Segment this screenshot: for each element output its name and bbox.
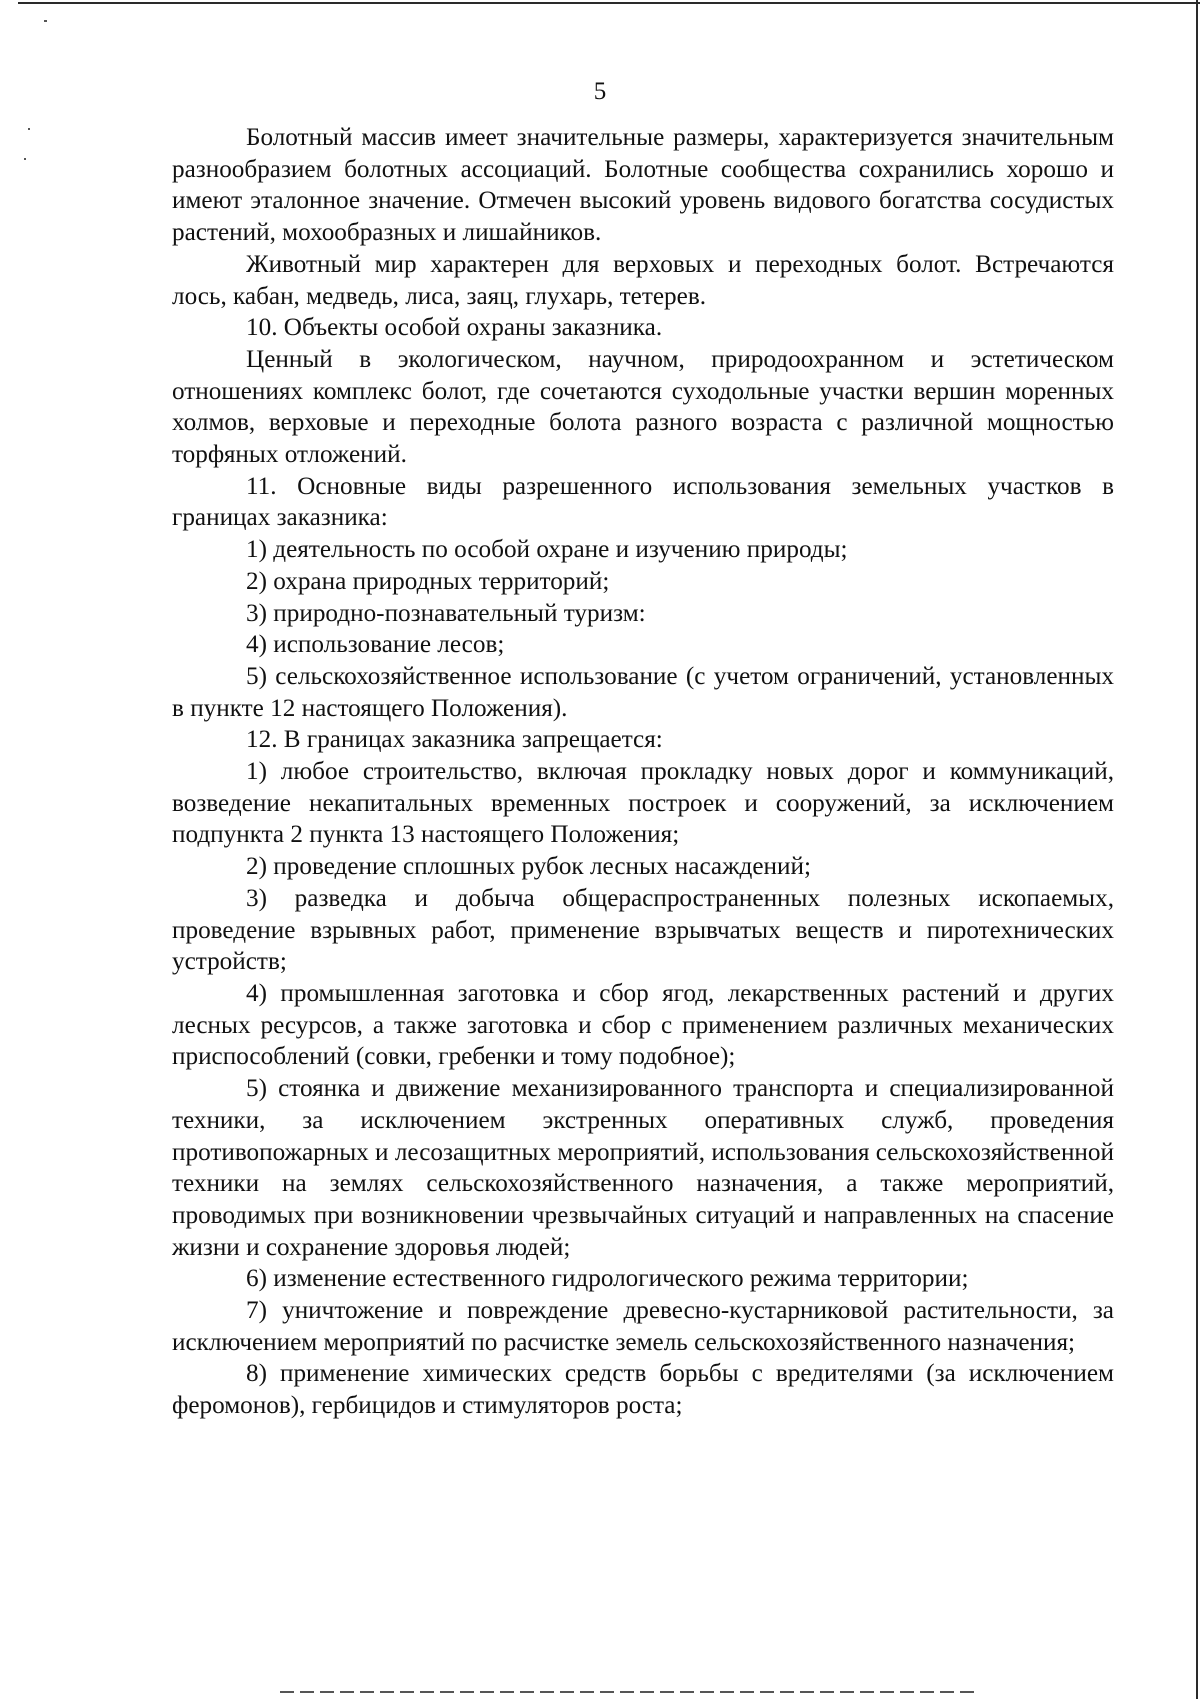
- list-item: 1) любое строительство, включая прокладку новых дорог и коммуникаций, возведение некапитальных временных построек и сооружений, за исключением подпункта 2 пункта 13 настоящего Положения;: [172, 758, 1114, 849]
- list-item: 2) проведение сплошных рубок лесных насаждений;: [246, 853, 811, 881]
- paragraph-bog-description: Болотный массив имеет значительные размеры, характеризуется значительным разнообразием болотных ассоциаций. Болотные сообщества сохранились хорошо и имеют эталонное значение. Отмечен высокий уровень видового богатства сосудистых растений, мохообразных и лишайников.: [172, 124, 1114, 247]
- list-item: 7) уничтожение и повреждение древесно-кустарниковой растительности, за исключением мероприятий по расчистке земель сельскохозяйственного назначения;: [172, 1297, 1114, 1356]
- paragraph-protected-objects: Ценный в экологическом, научном, природоохранном и эстетическом отношениях комплекс болот, где сочетаются суходольные участки вершин моренных холмов, верховые и переходные болота разного возраста с различной мощностью торфяных отложений.: [172, 345, 1114, 469]
- list-item: 4) использование лесов;: [246, 631, 505, 659]
- list-item: 5) сельскохозяйственное использование (с учетом ограничений, установленных в пункте 12 настоящего Положения).: [172, 662, 1114, 722]
- section-12-heading: 12. В границах заказника запрещается:: [246, 726, 663, 754]
- paragraph-fauna: Животный мир характерен для верховых и переходных болот. Встречаются лось, кабан, медведь, лиса, заяц, глухарь, тетерев.: [172, 250, 1114, 310]
- scan-edge-right: [1196, 0, 1198, 1699]
- scan-speck: [24, 158, 26, 160]
- scan-speck: [28, 128, 30, 130]
- list-item: 5) стоянка и движение механизированного транспорта и специализированной техники, за исключением экстренных оперативных служб, проведения противопожарных и лесозащитных мероприятий, использования сельскохозяйственной техники на землях сельскохозяйственного назначения, а также мероприятий, проводимых при возникновении чрезвычайных ситуаций и направленных на спасение жизни и сохранение здоровья людей;: [172, 1075, 1114, 1261]
- scan-edge-top: [18, 2, 1200, 4]
- scan-speck: [44, 20, 47, 22]
- list-item: 2) охрана природных территорий;: [246, 567, 610, 595]
- scan-edge-bottom: [280, 1691, 980, 1693]
- list-item: 6) изменение естественного гидрологического режима территории;: [246, 1265, 969, 1293]
- page-number: 5: [593, 78, 607, 105]
- section-10-heading: 10. Объекты особой охраны заказника.: [246, 314, 663, 342]
- section-11-heading: 11. Основные виды разрешенного использования земельных участков в границах заказника:: [172, 472, 1114, 532]
- list-item: 3) природно-познавательный туризм:: [246, 599, 646, 627]
- list-item: 1) деятельность по особой охране и изучению природы;: [246, 536, 848, 564]
- document-body: [172, 122, 1114, 1422]
- list-item: 4) промышленная заготовка и сбор ягод, лекарственных растений и других лесных ресурсов, а также заготовка и сбор с применением различных механических приспособлений (совки, гребенки и тому подобное);: [172, 979, 1114, 1071]
- list-item: 3) разведка и добыча общераспространенных полезных ископаемых, проведение взрывных работ, применение взрывчатых веществ и пиротехнических устройств;: [172, 884, 1114, 976]
- list-item: 8) применение химических средств борьбы с вредителями (за исключением феромонов), гербицидов и стимуляторов роста;: [172, 1360, 1114, 1420]
